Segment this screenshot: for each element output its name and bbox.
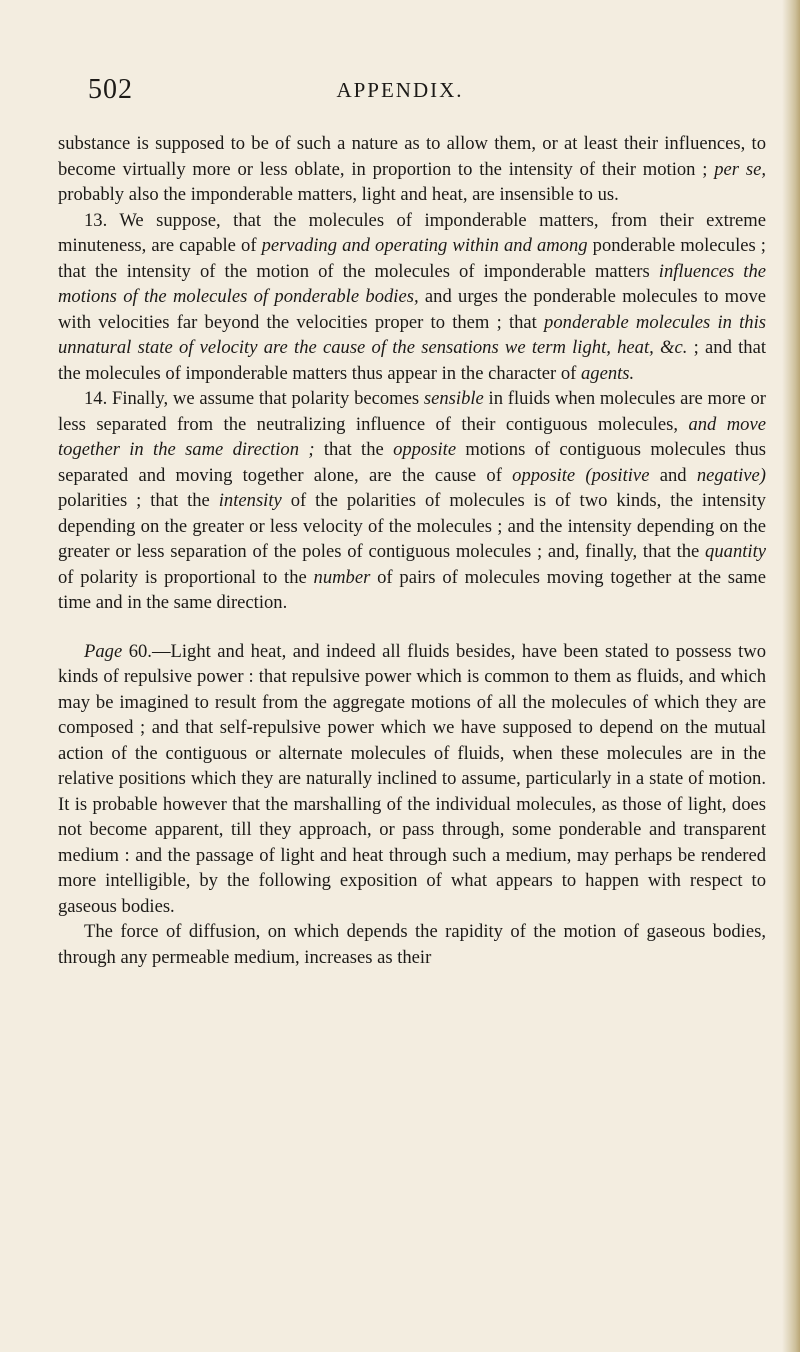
page-header bbox=[0, 74, 800, 110]
running-head: APPENDIX. bbox=[336, 78, 464, 102]
paragraph-13: 13. We suppose, that the molecules of imponderable matters, from their extreme minuteness, are capable of pervading and operating within and among ponderable molecules ; that the intensity of the motion of the molecules of imponderable matters influences the motions of the molecules of ponderable bodies, and urges the ponderable molecules to move with velocities far beyond the velocities proper to them ; that ponderable molecules in this unnatural state of velocity are the cause of the sensations we term light, heat, &c. ; and that the molecules of imponderable matters thus appear in the character of agents. bbox=[58, 209, 767, 384]
body-text bbox=[58, 131, 766, 970]
paragraph-continuation: substance is supposed to be of such a nature as to allow them, or at least their influences, to become virtually more or less oblate, in proportion to the intensity of their motion ; per se, probably also the imponderable matters, light and heat, are insensible to us. bbox=[58, 133, 766, 205]
paragraph-page-60: Page 60.—Light and heat, and indeed all fluids besides, have been stated to possess two kinds of repulsive power : that repulsive power which is common to them as fluids, and which may be imagined to result from the aggregate motions of all the molecules of which they are composed ; and that self-repulsive power which we have supposed to depend on the mutual action of the contiguous or alternate molecules of fluids, when these molecules are in the relative positions which they are naturally inclined to assume, particularly in a state of motion. It is probable however that the marshalling of the individual molecules, as those of light, does not become apparent, till they approach, or pass through, some ponderable and transparent medium : and the passage of light and heat through such a medium, may perhaps be rendered more intelligible, by the following exposition of what appears to happen with respect to gaseous bodies. bbox=[58, 640, 766, 917]
page-number: 502 bbox=[88, 74, 133, 105]
page-edge bbox=[782, 0, 800, 1352]
paragraph-14: 14. Finally, we assume that polarity becomes sensible in fluids when molecules are more or less separated from the neutralizing influence of their contiguous molecules, and move together in the same direction ; that the opposite motions of contiguous molecules thus separated and moving together alone, are the cause of opposite (positive and negative) polarities ; that the intensity of the polarities of molecules is of two kinds, the intensity depending on the greater or less velocity of the molecules ; and the intensity depending on the greater or less separation of the poles of contiguous molecules ; and, finally, that the quantity of polarity is proportional to the number of pairs of molecules moving together at the same time and in the same direction. bbox=[58, 388, 767, 613]
paragraph-diffusion: The force of diffusion, on which depends the rapidity of the motion of gaseous bodies, through any permeable medium, increases as their bbox=[58, 921, 766, 968]
